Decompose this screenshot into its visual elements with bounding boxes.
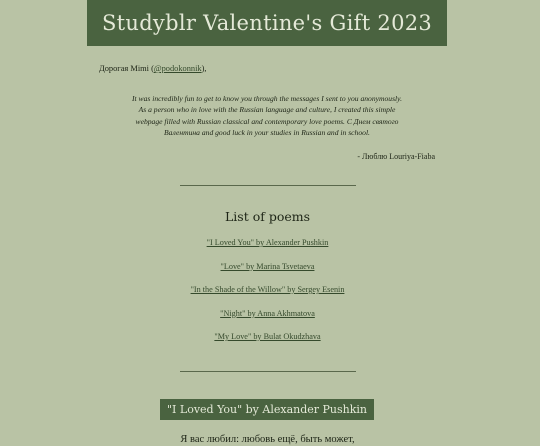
list-item xyxy=(0,261,535,285)
poem-link-esenin[interactable]: "In the Shade of the Willow" by Sergey Esenin xyxy=(190,285,345,294)
divider-bottom xyxy=(180,371,356,372)
list-item xyxy=(0,308,535,332)
list-item xyxy=(0,284,535,308)
list-item xyxy=(0,237,535,261)
salutation-end-text: ), xyxy=(201,64,207,73)
poem-link-okudzhava[interactable]: "My Love" by Bulat Okudzhava xyxy=(214,332,321,341)
poem-list xyxy=(0,237,535,355)
divider-top xyxy=(180,185,356,186)
poem-link-akhmatova[interactable]: "Night" by Anna Akhmatova xyxy=(220,308,315,318)
page-title: Studyblr Valentine's Gift 2023 xyxy=(101,11,433,35)
poem-first-line: Я вас любил: любовь ещё, быть может, xyxy=(180,434,355,445)
header-banner xyxy=(87,0,447,46)
poem-title-badge: "I Loved You" by Alexander Pushkin xyxy=(160,399,374,420)
salutation-text: Дорогая Mimi ( xyxy=(99,64,154,73)
poem-link-tsvetaeva[interactable]: "Love" by Marina Tsvetaeva xyxy=(220,261,315,271)
poem-link-pushkin[interactable]: "I Loved You" by Alexander Pushkin xyxy=(206,238,329,247)
letter-body: It was incredibly fun to get to know you through the messages I sent to you anonymously. As a person who in love with the Russian language and culture, I created this simple webpage filled with Russian classical and contemporary love poems. С Днем святого Валентина and good luck in your studies in Russian and in school. xyxy=(131,93,403,138)
letter-signature: - Люблю Louriya-Fiaba xyxy=(357,152,435,161)
letter-greeting xyxy=(99,64,207,73)
poems-heading: List of poems xyxy=(224,209,311,224)
list-item xyxy=(0,331,535,355)
recipient-link[interactable]: @podokonnik xyxy=(153,64,202,73)
